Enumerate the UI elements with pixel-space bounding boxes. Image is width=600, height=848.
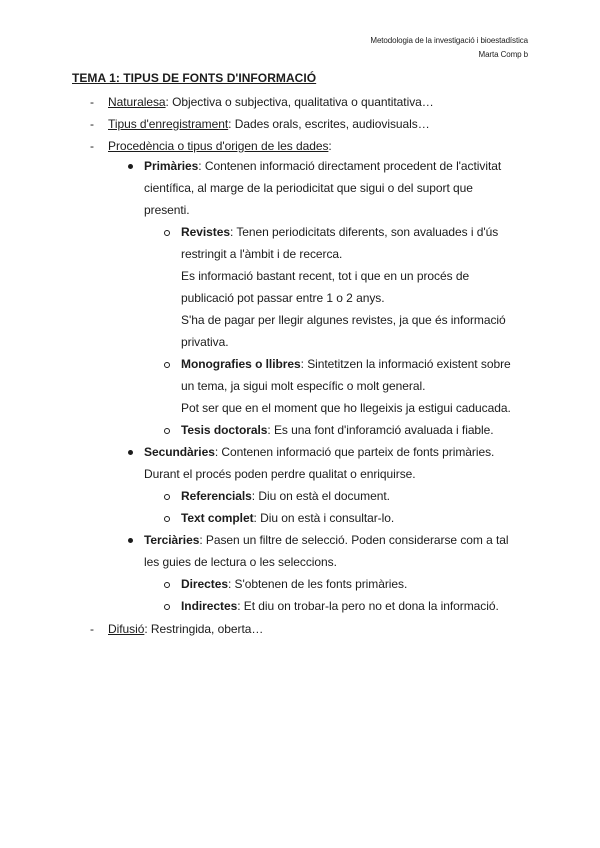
list-item-directes [181,577,407,591]
desc-monografies-1: : Sintetitzen la informació existent sobre [300,357,511,371]
header-author: Marta Comp b [478,50,528,59]
dash-marker: - [90,622,94,636]
list-item-monografies [181,357,511,371]
term-text-complet: Text complet [181,511,254,525]
term-naturalesa: Naturalesa [108,95,166,109]
desc-tesis: : Es una font d'inforamció avaluada i fiable. [267,423,494,437]
list-item-text-complet [181,511,394,525]
desc-difusio: : Restringida, oberta… [144,622,264,636]
desc-secundaries-1: : Contenen informació que parteix de fonts primàries. [214,445,495,459]
desc-primaries-2: científica, al marge de la periodicitat que sigui o del suport que [144,181,473,195]
desc-text-complet: : Diu on està i consultar-lo. [253,511,395,525]
list-item-indirectes [181,599,499,613]
term-monografies: Monografies o llibres [181,357,301,371]
desc-revistes-1: : Tenen periodicitats diferents, son avaluades i d'ús [229,225,499,239]
circle-bullet-icon [164,428,170,434]
desc-revistes-5: S'ha de pagar per llegir algunes revistes, ja que és informació [181,313,506,327]
desc-revistes-6: privativa. [181,335,229,349]
desc-naturalesa: : Objectiva o subjectiva, qualitativa o quantitativa… [165,95,434,109]
list-item-terciaries [144,533,509,547]
list-item-referencials [181,489,390,503]
term-directes: Directes [181,577,228,591]
term-referencials: Referencials [181,489,252,503]
desc-terciaries-1: : Pasen un filtre de selecció. Poden considerarse com a tal [199,533,509,547]
term-procedencia: Procedència o tipus d'origen de les dades [108,139,329,153]
desc-referencials: : Diu on està el document. [251,489,390,503]
desc-monografies-3: Pot ser que en el moment que ho llegeixis ja estigui caducada. [181,401,511,415]
list-item-naturalesa [108,95,434,109]
term-secundaries: Secundàries [144,445,215,459]
list-item-primaries [144,159,501,173]
desc-monografies-2: un tema, ja sigui molt específic o molt general. [181,379,426,393]
dash-marker: - [90,117,94,131]
desc-revistes-2: restringit a l'àmbit i de recerca. [181,247,343,261]
list-item-revistes [181,225,498,239]
term-revistes: Revistes [181,225,230,239]
desc-directes: : S'obtenen de les fonts primàries. [227,577,408,591]
bullet-icon [128,450,133,455]
term-terciaries: Terciàries [144,533,200,547]
circle-bullet-icon [164,582,170,588]
circle-bullet-icon [164,516,170,522]
circle-bullet-icon [164,230,170,236]
list-item-difusio [108,622,263,636]
desc-terciaries-2: les guies de lectura o les seleccions. [144,555,337,569]
page-title: TEMA 1: TIPUS DE FONTS D'INFORMACIÓ [72,71,317,85]
bullet-icon [128,538,133,543]
circle-bullet-icon [164,362,170,368]
term-difusio: Difusió [108,622,145,636]
list-item-secundaries [144,445,494,459]
circle-bullet-icon [164,604,170,610]
bullet-icon [128,164,133,169]
list-item-tesis [181,423,494,437]
desc-primaries-1: : Contenen informació directament procedent de l'activitat [198,159,502,173]
desc-revistes-4: publicació pot passar entre 1 o 2 anys. [181,291,385,305]
list-item-tipus [108,117,430,131]
term-tipus: Tipus d'enregistrament [108,117,229,131]
header-course: Metodologia de la investigació i bioestadística [370,36,528,45]
dash-marker: - [90,95,94,109]
term-tesis: Tesis doctorals [181,423,268,437]
term-indirectes: Indirectes [181,599,238,613]
term-primaries: Primàries [144,159,199,173]
desc-primaries-3: presenti. [144,203,190,217]
desc-procedencia: : [328,139,332,153]
list-item-procedencia [108,139,332,153]
dash-marker: - [90,139,94,153]
desc-revistes-3: Es informació bastant recent, tot i que en un procés de [181,269,470,283]
desc-indirectes: : Et diu on trobar-la pero no et dona la informació. [237,599,499,613]
desc-secundaries-2: Durant el procés poden perdre qualitat o enriquirse. [144,467,416,481]
circle-bullet-icon [164,494,170,500]
desc-tipus: : Dades orals, escrites, audiovisuals… [228,117,430,131]
